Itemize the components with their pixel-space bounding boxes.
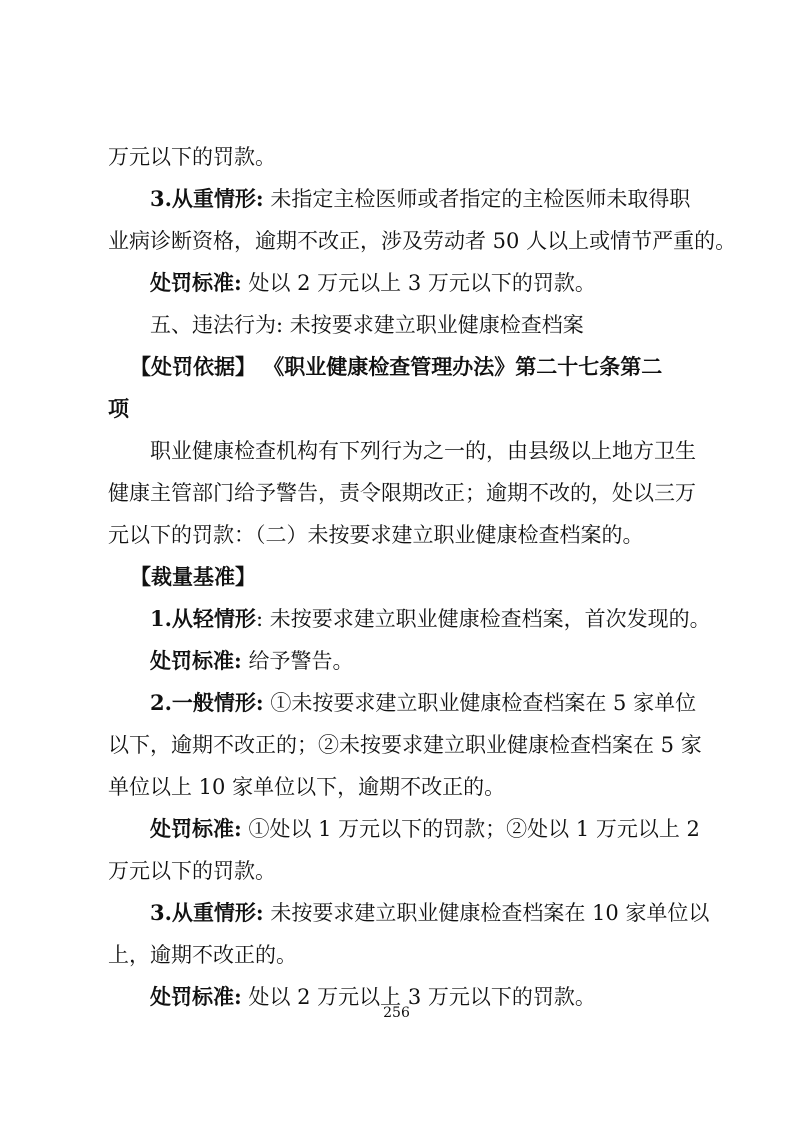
bold-text-run: 1.从轻情形 (150, 606, 256, 631)
text-line (0, 478, 793, 508)
text-line (0, 310, 793, 340)
text-line (0, 394, 793, 424)
bold-text-run: 处罚标准: (150, 270, 242, 295)
text-line (0, 142, 793, 172)
text-run: 职业健康检查机构有下列行为之一的，由县级以上地方卫生 (150, 439, 696, 463)
text-line (0, 646, 793, 676)
bold-text-run: 【裁量基准】 (130, 564, 256, 589)
bold-text-run: 项 (108, 396, 129, 421)
text-run: 未指定主检医师或者指定的主检医师未取得职 (263, 187, 691, 211)
text-run: 万元以下的罚款。 (108, 859, 276, 883)
text-run: 以下，逾期不改正的；②未按要求建立职业健康检查档案在 5 家 (108, 733, 702, 757)
text-run: 未按要求建立职业健康检查档案在 10 家单位以 (263, 901, 710, 925)
bold-text-run: 处罚标准: (150, 984, 242, 1009)
text-run: 业病诊断资格，逾期不改正，涉及劳动者 50 人以上或情节严重的。 (108, 229, 737, 253)
bold-text-run: 3.从重情形: (150, 186, 264, 211)
page-number: 256 (383, 1005, 410, 1021)
text-run: 单位以上 10 家单位以下，逾期不改正的。 (108, 775, 506, 799)
bold-text-run: 【处罚依据】 《职业健康检查管理办法》第二十七条第二 (130, 354, 663, 379)
text-line (0, 772, 793, 802)
bold-text-run: 处罚标准: (150, 648, 242, 673)
text-line (0, 940, 793, 970)
text-run: 五、违法行为: 未按要求建立职业健康检查档案 (150, 313, 584, 337)
text-run: 万元以下的罚款。 (108, 145, 276, 169)
bold-text-run: 处罚标准: (150, 816, 242, 841)
text-run: ①未按要求建立职业健康检查档案在 5 家单位 (263, 691, 697, 715)
text-line (0, 730, 793, 760)
text-line (0, 856, 793, 886)
text-line (0, 562, 793, 592)
text-line (0, 814, 793, 844)
text-run: ①处以 1 万元以下的罚款；②处以 1 万元以上 2 (241, 817, 700, 841)
text-run: 处以 2 万元以上 3 万元以下的罚款。 (241, 985, 596, 1009)
text-line (0, 184, 793, 214)
text-line (0, 352, 793, 382)
text-line (0, 688, 793, 718)
text-line (0, 520, 793, 550)
text-run: : 未按要求建立职业健康检查档案，首次发现的。 (255, 607, 711, 631)
text-line (0, 604, 793, 634)
text-line (0, 268, 793, 298)
text-run: 给予警告。 (241, 649, 354, 673)
bold-text-run: 3.从重情形: (150, 900, 264, 925)
text-line (0, 226, 793, 256)
bold-text-run: 2.一般情形: (150, 690, 264, 715)
text-line (0, 898, 793, 928)
text-run: 处以 2 万元以上 3 万元以下的罚款。 (241, 271, 596, 295)
text-run: 健康主管部门给予警告，责令限期改正；逾期不改的，处以三万 (108, 481, 696, 505)
text-line (0, 436, 793, 466)
text-run: 上，逾期不改正的。 (108, 943, 297, 967)
text-run: 元以下的罚款：（二）未按要求建立职业健康检查档案的。 (108, 523, 644, 547)
